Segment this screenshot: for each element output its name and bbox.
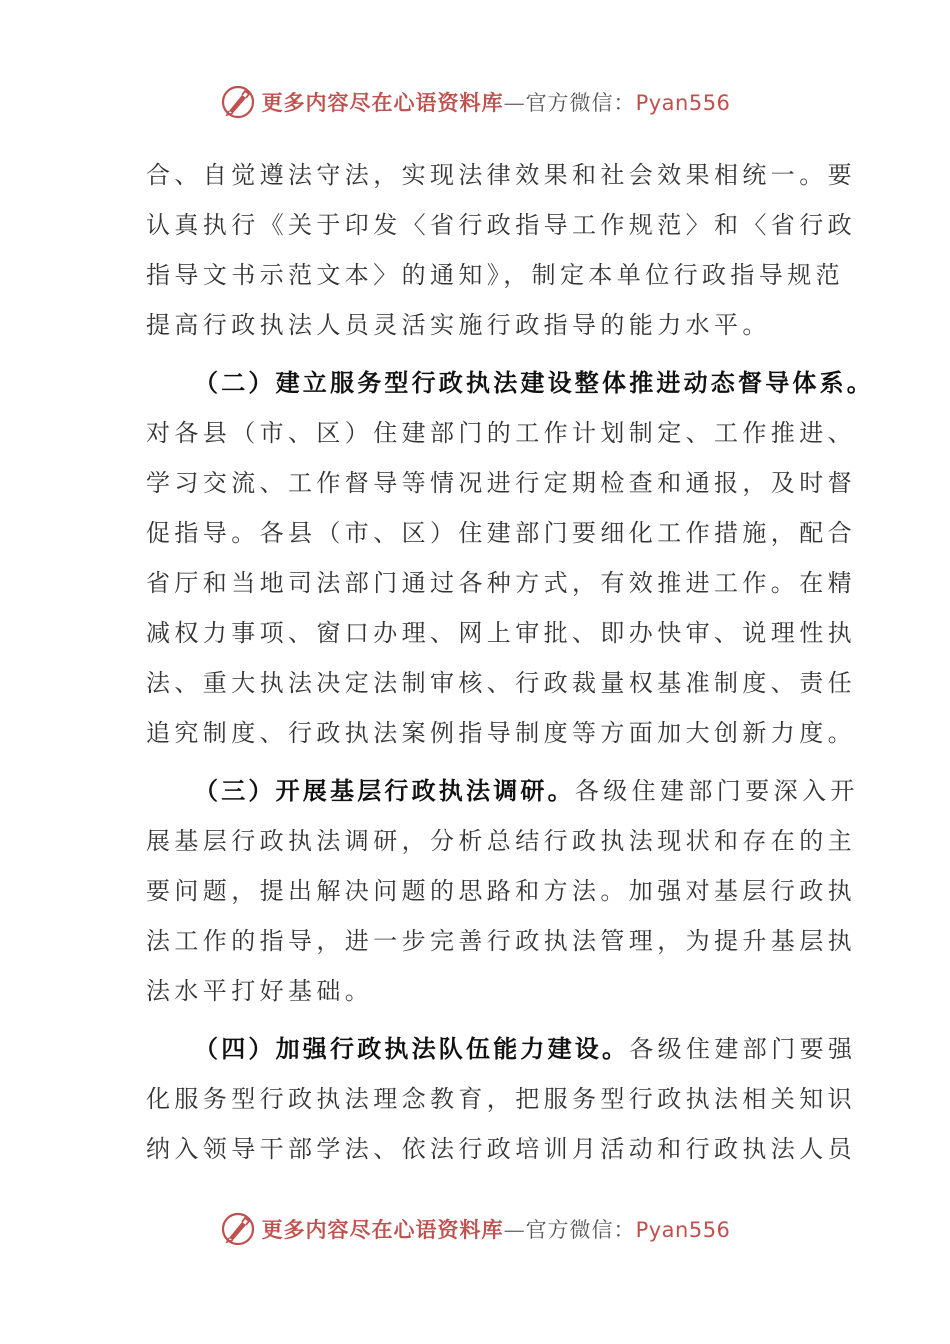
banner-wechat-id: Pyan556 bbox=[635, 91, 731, 115]
text-line: 纳入领导干部学法、依法行政培训月活动和行政执法人员 bbox=[146, 1135, 856, 1163]
text-line: 追究制度、行政执法案例指导制度等方面加大创新力度。 bbox=[146, 719, 856, 747]
text-line: 合、自觉遵法守法，实现法律效果和社会效果相统一。要 bbox=[146, 161, 856, 189]
text-line: 省厅和当地司法部门通过各种方式，有效推进工作。在精 bbox=[146, 569, 856, 597]
text-line: 化服务型行政执法理念教育，把服务型行政执法相关知识 bbox=[146, 1085, 856, 1113]
document-body bbox=[146, 150, 874, 1174]
section-3 bbox=[146, 766, 859, 1016]
section-2-heading-line bbox=[146, 358, 874, 408]
banner-site-text: 更多内容尽在心语资料库 bbox=[261, 1217, 504, 1242]
banner-dash: — bbox=[503, 1218, 526, 1242]
banner-site-text: 更多内容尽在心语资料库 bbox=[261, 90, 504, 115]
text-line: 对各县（市、区）住建部门的工作计划制定、工作推进、 bbox=[146, 419, 856, 447]
section-4-heading: （四）加强行政执法队伍能力建设。 bbox=[194, 1035, 630, 1063]
section-3-heading: （三）开展基层行政执法调研。 bbox=[194, 777, 575, 805]
section-2-heading: （二）建立服务型行政执法建设整体推进动态督导体系。 bbox=[194, 369, 874, 397]
banner-official-label: 官方微信： bbox=[525, 91, 636, 115]
text-line: 提高行政执法人员灵活实施行政指导的能力水平。 bbox=[146, 311, 771, 339]
banner-dash: — bbox=[503, 91, 526, 115]
banner-official-label: 官方微信： bbox=[525, 1218, 636, 1242]
section-4 bbox=[146, 1024, 857, 1174]
pen-nib-logo-icon bbox=[220, 1211, 256, 1247]
text-line: 促指导。各县（市、区）住建部门要细化工作措施，配合 bbox=[146, 519, 856, 547]
text-line: 法、重大执法决定法制审核、行政裁量权基准制度、责任 bbox=[146, 669, 856, 697]
section-2 bbox=[146, 358, 874, 758]
text-line: 展基层行政执法调研，分析总结行政执法现状和存在的主 bbox=[146, 827, 856, 855]
text-line: 认真执行《关于印发〈省行政指导工作规范〉和〈省行政 bbox=[146, 211, 856, 239]
text-line: 指导文书示范文本〉的通知》，制定本单位行政指导规范 bbox=[146, 261, 844, 289]
text-line: 减权力事项、窗口办理、网上审批、即办快审、说理性执 bbox=[146, 619, 856, 647]
text-line: 要问题，提出解决问题的思路和方法。加强对基层行政执 bbox=[146, 877, 856, 905]
pen-nib-logo-icon bbox=[220, 84, 256, 120]
footer-banner bbox=[0, 1207, 950, 1251]
section-3-first-line-text: 各级住建部门要深入开 bbox=[574, 777, 859, 805]
header-banner bbox=[0, 80, 950, 124]
section-4-first-line bbox=[146, 1024, 857, 1074]
text-line: 法水平打好基础。 bbox=[146, 977, 374, 1005]
banner-text bbox=[262, 87, 731, 117]
banner-wechat-id: Pyan556 bbox=[635, 1218, 731, 1242]
section-3-first-line bbox=[146, 766, 859, 816]
text-line: 法工作的指导，进一步完善行政执法管理，为提升基层执 bbox=[146, 927, 856, 955]
banner-text bbox=[262, 1214, 731, 1244]
paragraph-continued bbox=[146, 150, 856, 350]
text-line: 学习交流、工作督导等情况进行定期检查和通报，及时督 bbox=[146, 469, 856, 497]
section-4-first-line-text: 各级住建部门要强 bbox=[629, 1035, 857, 1063]
